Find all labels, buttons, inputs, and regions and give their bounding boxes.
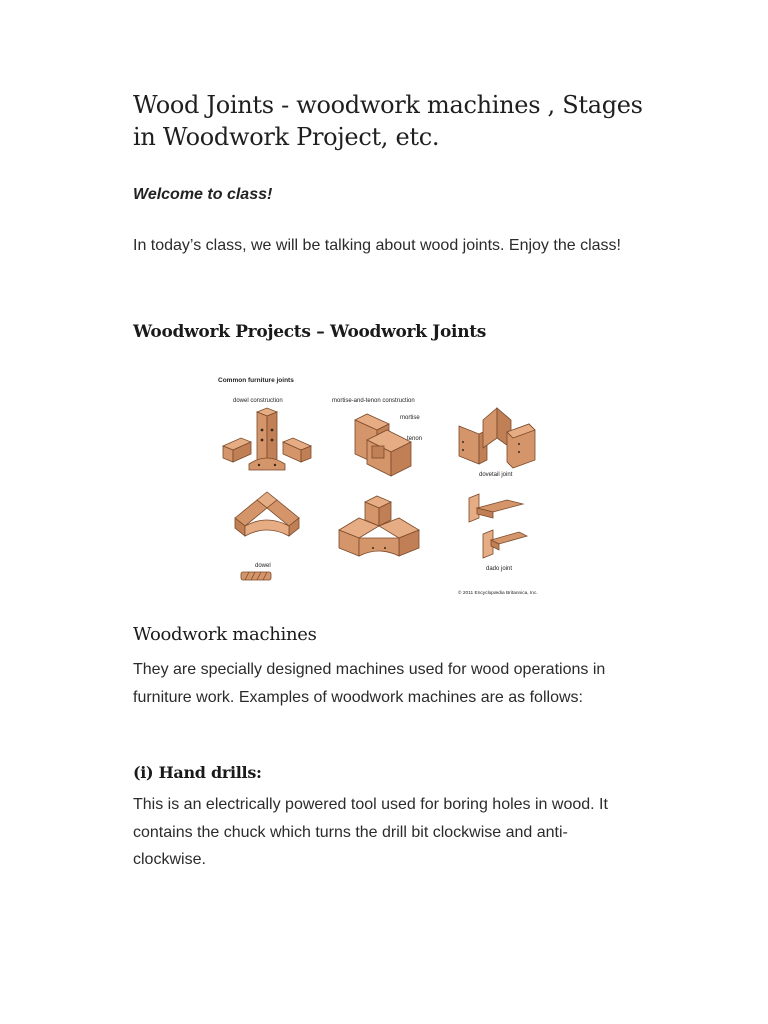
hand-drills-paragraph: This is an electrically powered tool used for boring holes in wood. It contains the chuck which turns the drill bit clockwise and anti-clockwise. bbox=[133, 796, 608, 868]
large-corner-drawing bbox=[339, 496, 419, 556]
corner-joint-drawing bbox=[235, 492, 299, 536]
furniture-joints-illustration bbox=[207, 368, 557, 600]
mortise-tenon-drawing bbox=[355, 414, 411, 476]
dovetail-joint-drawing bbox=[459, 408, 535, 468]
label-mortise-tenon: mortise-and-tenon construction bbox=[332, 398, 415, 404]
label-dowel-construction: dowel construction bbox=[233, 398, 283, 404]
label-dado: dado joint bbox=[486, 566, 513, 572]
dowel-construction-drawing bbox=[223, 408, 311, 470]
dowel-rod-drawing bbox=[241, 572, 271, 580]
label-tenon: tenon bbox=[407, 436, 423, 442]
dado-joint-drawing bbox=[469, 494, 527, 558]
machines-heading: Woodwork machines bbox=[133, 624, 317, 645]
label-dovetail: dovetail joint bbox=[479, 472, 513, 478]
intro-paragraph: In today’s class, we will be talking about wood joints. Enjoy the class! bbox=[133, 237, 621, 254]
page-title: Wood Joints - woodwork machines , Stages in Woodwork Project, etc. bbox=[133, 91, 643, 151]
label-mortise: mortise bbox=[400, 415, 420, 421]
section-heading: Woodwork Projects – Woodwork Joints bbox=[133, 322, 487, 342]
figure-copyright: © 2011 Encyclopædia Britannica, Inc. bbox=[458, 591, 538, 596]
welcome-text: Welcome to class! bbox=[133, 186, 273, 203]
machines-paragraph: They are specially designed machines used for wood operations in furniture work. Examples of woodwork machines are as follows: bbox=[133, 661, 606, 706]
figure-title: Common furniture joints bbox=[218, 377, 294, 384]
hand-drills-heading: (i) Hand drills: bbox=[133, 763, 262, 782]
furniture-joints-figure bbox=[207, 368, 557, 600]
label-dowel: dowel bbox=[255, 563, 271, 569]
